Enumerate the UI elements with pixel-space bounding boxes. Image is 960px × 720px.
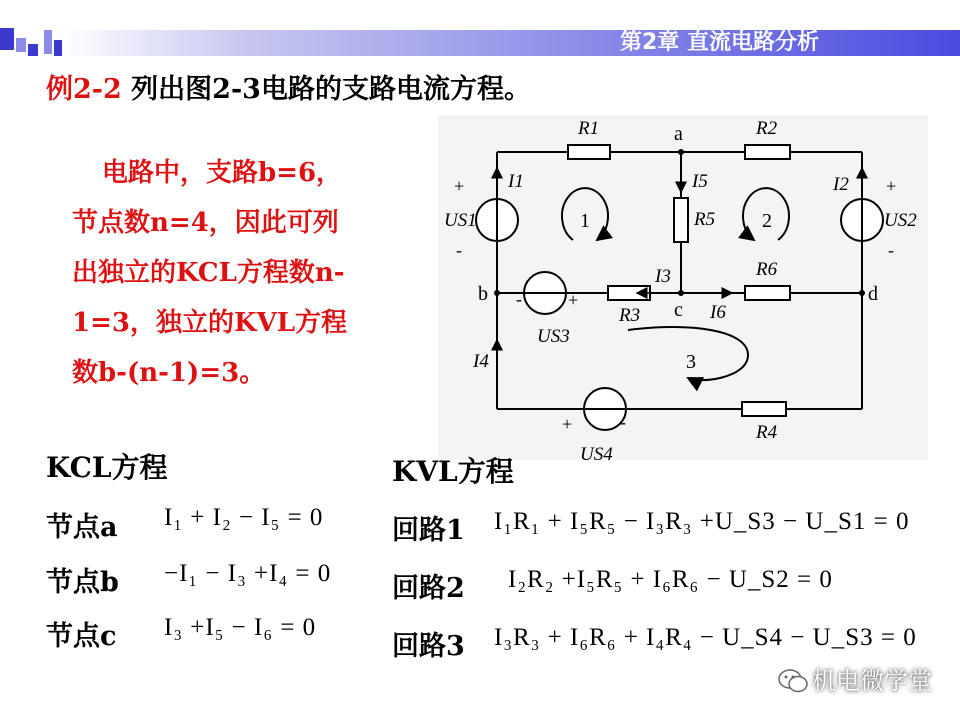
label-i6: I6: [710, 302, 726, 323]
explanation-line: 出独立的KCL方程数n-: [72, 258, 345, 288]
resistor-r4: [742, 402, 786, 416]
kcl-equation-c: I₃ +I₅ − I₆ = 0: [164, 614, 317, 641]
polarity-us4-plus: +: [562, 414, 573, 434]
example-text: 列出图2-3电路的支路电流方程。: [121, 74, 531, 105]
label-r6: R6: [756, 259, 778, 280]
explanation-line: 电路中，支路b=6，: [102, 158, 343, 188]
kcl-heading: KCL方程: [46, 451, 168, 484]
label-r3: R3: [619, 305, 641, 326]
loop-label-1: 1: [580, 210, 590, 232]
kvl-label-2: 回路2: [392, 573, 465, 604]
label-us1: US1: [444, 210, 477, 231]
kvl-equation-3: I₃R₃ + I₆R₆ + I₄R₄ − U_S4 − U_S3 = 0: [494, 624, 917, 651]
kvl-heading: KVL方程: [392, 455, 514, 488]
loop-label-2: 2: [762, 210, 772, 232]
header-decor: [16, 38, 26, 52]
loop-label-3: 3: [686, 351, 696, 373]
node-dot-c: [678, 290, 684, 296]
label-us2: US2: [884, 210, 917, 231]
node-dot-a: [678, 149, 684, 155]
header-decor: [28, 44, 38, 56]
node-label-d: d: [868, 283, 878, 305]
resistor-r1: [568, 145, 610, 159]
voltage-source-us1: [476, 199, 518, 241]
label-us3: US3: [537, 326, 570, 347]
polarity-us2-minus: -: [888, 240, 894, 260]
node-label-b: b: [478, 283, 488, 305]
example-number: 例2-2: [46, 74, 122, 105]
example-title: [46, 70, 531, 110]
header-decor: [0, 28, 14, 50]
polarity-us2-plus: +: [886, 176, 897, 196]
node-label-a: a: [674, 123, 683, 145]
label-r1: R1: [578, 118, 600, 139]
polarity-us1-plus: +: [454, 176, 465, 196]
kvl-label-3: 回路3: [392, 631, 465, 662]
label-us4: US4: [580, 444, 613, 465]
resistor-r2: [745, 145, 790, 159]
label-r5: R5: [694, 209, 716, 230]
node-dot-d: [859, 290, 865, 296]
watermark: [778, 660, 948, 702]
chapter-title: 第2章 直流电路分析: [620, 30, 819, 55]
kcl-label-b: 节点b: [46, 567, 119, 598]
explanation-line: 1=3，独立的KVL方程: [72, 308, 348, 338]
header-decor: [54, 40, 62, 56]
label-i3: I3: [655, 266, 671, 287]
header-decor: [44, 30, 52, 54]
explanation-line: 节点数n=4，因此可列: [72, 208, 339, 238]
explanation-line: 数b-(n-1)=3。: [72, 358, 266, 388]
voltage-source-us2: [841, 199, 883, 241]
circuit-diagram: [438, 115, 928, 475]
kcl-label-a: 节点a: [46, 512, 118, 543]
node-dot-b: [494, 290, 500, 296]
kcl-equation-b: −I₁ − I₃ +I₄ = 0: [164, 560, 332, 587]
label-i5: I5: [692, 171, 708, 192]
kvl-label-1: 回路1: [392, 515, 465, 546]
label-i2: I2: [833, 174, 849, 195]
kvl-equation-1: I₁R₁ + I₅R₅ − I₃R₃ +U_S3 − U_S1 = 0: [494, 508, 910, 535]
node-label-c: c: [674, 299, 683, 321]
kcl-equation-a: I₁ + I₂ − I₅ = 0: [164, 504, 324, 531]
label-i1: I1: [508, 171, 524, 192]
explanation-paragraph: [72, 148, 412, 398]
polarity-us4-minus: -: [620, 412, 626, 432]
polarity-us3-plus: +: [568, 290, 579, 310]
kcl-label-c: 节点c: [46, 621, 117, 652]
label-r2: R2: [756, 118, 778, 139]
wechat-icon: [778, 668, 808, 694]
resistor-r5: [674, 198, 688, 242]
kvl-equation-2: I₂R₂ +I₅R₅ + I₆R₆ − U_S2 = 0: [508, 566, 833, 593]
label-i4: I4: [473, 351, 489, 372]
polarity-us3-minus: -: [516, 289, 522, 309]
resistor-r6: [745, 286, 790, 300]
watermark-text: 机电微学堂: [812, 667, 932, 695]
label-r4: R4: [756, 422, 778, 443]
polarity-us1-minus: -: [456, 240, 462, 260]
voltage-source-us3: [524, 272, 566, 314]
